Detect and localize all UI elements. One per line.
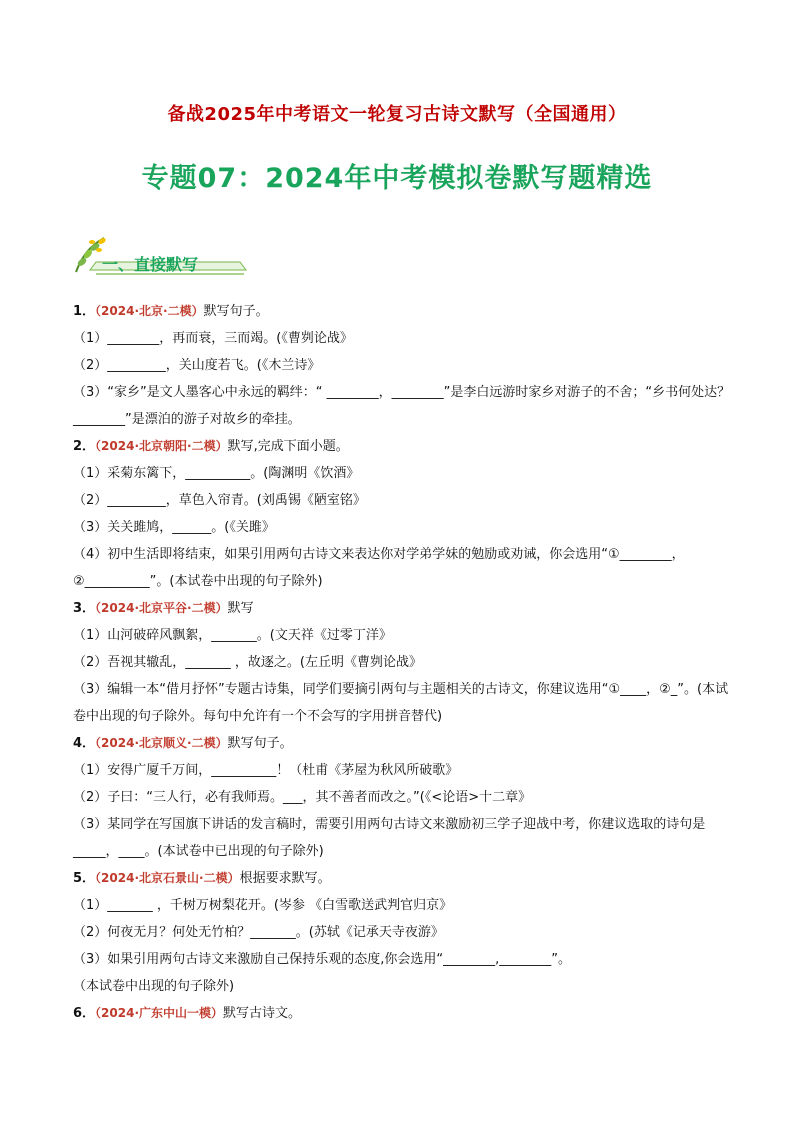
question-item: （2）何夜无月？何处无竹柏？_______。(苏轼《记承天寺夜游》: [73, 925, 444, 940]
question-source: （2024·北京顺义·二模）: [95, 736, 228, 750]
question-number: 4．: [73, 736, 96, 751]
question-item: （1）安得广厦千万间，__________！（杜甫《茅屋为秋风所破歌》: [73, 763, 459, 778]
question-5-header: [73, 865, 733, 892]
question-item: （1）________，再而衰，三而竭。(《曹刿论战》: [73, 331, 353, 346]
question-1-header: [73, 298, 733, 325]
question-number: 3．: [73, 601, 96, 616]
question-instruction: 默写,完成下面小题。: [227, 439, 349, 454]
question-item: （2）_________，关山度若飞。(《木兰诗》: [73, 358, 321, 373]
question-source: （2024·广东中山一模）: [95, 1006, 224, 1020]
question-item: （3）如果引用两句古诗文来激励自己保持乐观的态度,你会选用“________,________”。: [73, 952, 572, 967]
question-item: （1）山河破碎风飘絮，_______。(文天祥《过零丁洋》: [73, 628, 392, 643]
question-2-header: [73, 433, 733, 460]
question-instruction: 根据要求默写。: [239, 871, 331, 886]
question-source: （2024·北京石景山·二模）: [95, 871, 240, 885]
section-header: [68, 234, 248, 276]
question-item: （1）_______ ，千树万树梨花开。(岑参 《白雪歌送武判官归京》: [73, 898, 453, 913]
question-item: （4）初中生活即将结束，如果引用两句古诗文来表达你对学弟学妹的勉励或劝诫，你会选用“①________，②__________”。(本试卷中出现的句子除外): [73, 547, 685, 589]
question-source: （2024·北京朝阳·二模）: [95, 439, 228, 453]
question-item: （1）采菊东篱下，__________。(陶渊明《饮酒》: [73, 466, 360, 481]
question-item: （3）“家乡”是文人墨客心中永远的羁绊：“ ________，________”是李白远游时家乡对游子的不舍；“乡书何处达？________”是漂泊的游子对故乡的牵挂。: [73, 385, 731, 427]
question-item: （2）子曰：“三人行，必有我师焉。___，其不善者而改之。”(《<论语>十二章》: [73, 790, 532, 805]
question-instruction: 默写句子。: [203, 304, 269, 319]
question-item: （3）编辑一本“借月抒怀”专题古诗集，同学们要摘引两句与主题相关的古诗文，你建议选用“①____，②_”。(本试卷中出现的句子除外。每句中允许有一个不会写的字用拼音替代): [73, 682, 729, 724]
question-instruction: 默写: [227, 601, 254, 616]
question-number: 6．: [73, 1006, 96, 1021]
section-title: 一、直接默写: [102, 255, 199, 274]
question-item: （2）吾视其辙乱，_______ ，故逐之。(左丘明《曹刿论战》: [73, 655, 422, 670]
question-item: （2）_________，草色入帘青。(刘禹锡《陋室铭》: [73, 493, 366, 508]
question-item: （3）关关雎鸠，______。(《关雎》: [73, 520, 275, 535]
page-subtitle: 专题07：2024年中考模拟卷默写题精选: [141, 163, 653, 194]
question-list: [73, 298, 733, 1027]
question-item: （本试卷中出现的句子除外): [73, 979, 235, 994]
question-source: （2024·北京·二模）: [95, 304, 204, 318]
question-3-header: [73, 595, 733, 622]
question-instruction: 默写句子。: [227, 736, 293, 751]
question-4-header: [73, 730, 733, 757]
question-number: 5．: [73, 871, 96, 886]
question-source: （2024·北京平谷·二模）: [95, 601, 228, 615]
question-item: （3）某同学在写国旗下讲话的发言稿时，需要引用两句古诗文来激励初三学子迎战中考，你建议选取的诗句是_____，____。(本试卷中已出现的句子除外): [73, 817, 706, 859]
question-6-header: [73, 1000, 733, 1027]
question-number: 1．: [73, 304, 96, 319]
question-number: 2．: [73, 439, 96, 454]
question-instruction: 默写古诗文。: [223, 1006, 302, 1021]
page-title: 备战2025年中考语文一轮复习古诗文默写（全国通用）: [167, 104, 627, 125]
